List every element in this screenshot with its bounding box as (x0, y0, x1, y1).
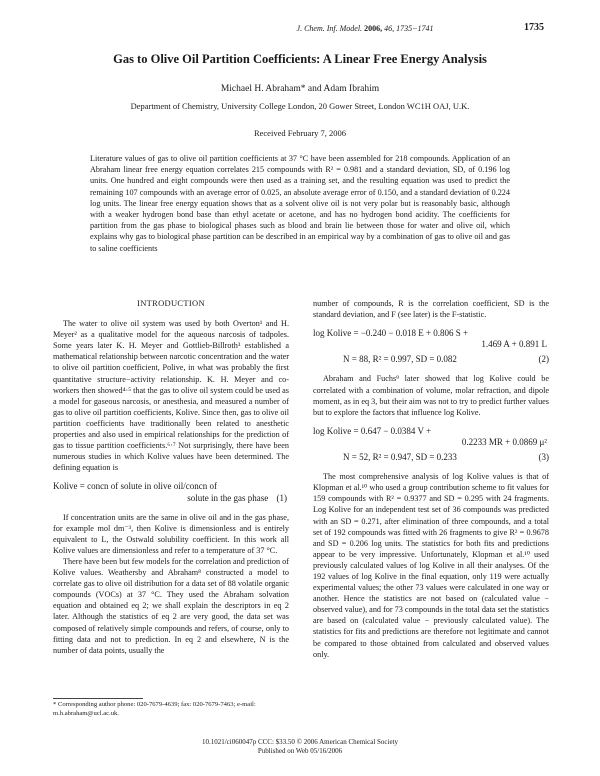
affiliation: Department of Chemistry, University College London, 20 Gower Street, London WC1H OAJ, U.K. (130, 101, 470, 111)
page-footer (140, 738, 460, 756)
equation-1 (53, 481, 289, 503)
left-column (53, 298, 289, 656)
equation-2-number: (2) (538, 354, 549, 365)
intro-paragraph-3: There have been but few models for the correlation and prediction of Kolive values. Weathersby and Abraham⁸ constructed a model to correlate gas to olive oil distribution for a data set of 88 volatile organic compounds (VOCs) at 37 °C. They used the Abraham solvation equation and obtained eq 2; we shall explain the descriptors in eq 2 later. Although the statistics of eq 2 are very good, the data set was composed of relatively simple compounds and refers, of course, only to fitting data and not to prediction. In eq 2 and elsewhere, N is the number of data points, usually the (53, 556, 289, 655)
paper-title: Gas to Olive Oil Partition Coefficients: A Linear Free Energy Analysis (113, 52, 487, 66)
equation-3-line-1: log Kolive = 0.647 − 0.0384 V + (313, 425, 432, 436)
abstract: Literature values of gas to olive oil partition coefficients at 37 °C have been assembled for 218 compounds. Application of an Abraham linear free energy equation correlates 215 compounds with R² = 0.981 and a standard deviation, SD, of 0.196 log units. One hundred and eight compounds were then used as a training set, and the resulting equation was used to predict the remaining 107 compounds with an average error of 0.025, an absolute average error of 0.150, and a standard deviation of 0.224 log units. The linear free energy equation shows that as a solvent olive oil is not very polar but is reasonably basic, although with a weaker hydrogen bond base than ethyl acetate or acetone, and has no hydrogen bond acidity. The coefficients for partition from the gas phase to biological phases such as blood and brain lie between those for water and olive oil, which explains why gas to biological phase partition can be described in an empirical way by a combination of gas to olive oil and gas to saline coefficients (90, 154, 510, 253)
equation-3-number: (3) (538, 452, 549, 463)
journal-pages: 1735−1741 (396, 24, 434, 33)
footnote-rule (53, 698, 143, 699)
equation-2-line-1: log Kolive = −0.240 − 0.018 E + 0.806 S + (313, 328, 469, 339)
journal-year: 2006, (364, 24, 383, 33)
authors: Michael H. Abraham* and Adam Ibrahim (220, 84, 380, 94)
journal-name: J. Chem. Inf. Model. (296, 24, 363, 33)
equation-3-stats: N = 52, R² = 0.947, SD = 0.233 (343, 452, 457, 463)
equation-3-stats-row (313, 452, 549, 463)
equation-1-number: (1) (276, 492, 287, 503)
equation-1-line-2: solute in the gas phase (1) (187, 492, 287, 503)
footer-published-line: Published on Web 05/16/2006 (257, 747, 343, 755)
equation-2 (313, 328, 549, 365)
right-column (313, 298, 549, 660)
equation-2-stats-row (313, 354, 549, 365)
right-paragraph-3: The most comprehensive analysis of log Kolive values is that of Klopman et al.¹⁰ who used a group contribution scheme to fit values for 159 compounds with R² = 0.9377 and SD = 0.295 with 24 fragments. Log Kolive for an independent test set of 36 compounds was predicted with an SD = 0.271, after elimination of three compounds, and a total set of 192 compounds was fitted with 26 fragments to give R² = 0.9678 and SD = 0.206 log units. The statistics for both fits and predictions appear to be very impressive. Unfortunately, Klopman et al.¹⁰ used previously calculated values of log Kolive in all their analyses. Of the 192 values of log Kolive in the final equation, only 119 were actually experimental values; the other 73 values were calculated in one way or another. Hence the statistics are not based on (calculated value − observed value), and for 73 compounds in the total data set the statistics are based on (calculated value − previously calculated value). The statistics for fits and predictions are therefore not legitimate and cannot be compared to those obtained from calculated and observed values only. (313, 472, 549, 659)
right-paragraph-2: Abraham and Fuchs⁹ later showed that log Kolive could be correlated with a combination of volume, molar refraction, and dipole moment, as in eq 3, but their aim was not to try to predict further values but to explore the factors that influence log Kolive. (313, 374, 549, 417)
received-date: Received February 7, 2006 (253, 128, 347, 138)
footer-doi-line: 10.1021/ci060047p CCC: $33.50 © 2006 American Chemical Society (201, 738, 399, 746)
equation-3 (313, 426, 549, 463)
right-paragraph-1: number of compounds, R is the correlation coefficient, SD is the standard deviation, and F (see later) is the F-statistic. (313, 299, 549, 320)
intro-paragraph-2: If concentration units are the same in olive oil and in the gas phase, for example mol dm⁻³, then Kolive is dimensionless and is entirely equivalent to L, the Ostwald solubility coefficient. In this work all Kolive values are dimensionless and refer to a temperature of 37 °C. (53, 512, 289, 555)
intro-paragraph-1: The water to olive oil system was used by both Overton¹ and H. Meyer² as a qualitative model for the aqueous narcosis of tadpoles. Some years later K. H. Meyer and Gottlieb-Billroth³ established a mathematical relationship between narcotic concentration and the water to olive oil partition coefficient, Polive, in what was probably the first quantitative structure−activity relationship. K. H. Meyer and co-workers then showed⁴·⁵ that the gas to olive oil system could be used as a model for gaseous narcosis, or anesthesia, and measured a number of gas to olive oil partition coefficients, Kolive. Since then, gas to olive oil partition coefficients have traditionally been related to anesthetic properties and also used in empirical relationships for the prediction of gas to tissue partition coefficients.⁶·⁷ Not surprisingly, there have been numerous studies in which Kolive values have been determined. The defining equation is (53, 319, 289, 473)
equation-2-stats: N = 88, R² = 0.997, SD = 0.082 (343, 354, 457, 365)
equation-3-line-2: 0.2233 MR + 0.0869 μ² (461, 436, 547, 447)
footnote-corresponding-author: * Corresponding author phone: 020-7679-4639; fax: 020-7679-7463; e-mail: m.h.abraham@ucl.ac.uk. (53, 701, 256, 717)
page-number: 1735 (524, 22, 544, 33)
section-heading-introduction: INTRODUCTION (137, 298, 205, 308)
running-header (215, 24, 515, 33)
equation-1-line-1: Kolive = concn of solute in olive oil/concn of (53, 481, 218, 492)
equation-2-line-2: 1.469 A + 0.891 L (481, 339, 547, 350)
journal-volume: 46, (384, 24, 395, 33)
